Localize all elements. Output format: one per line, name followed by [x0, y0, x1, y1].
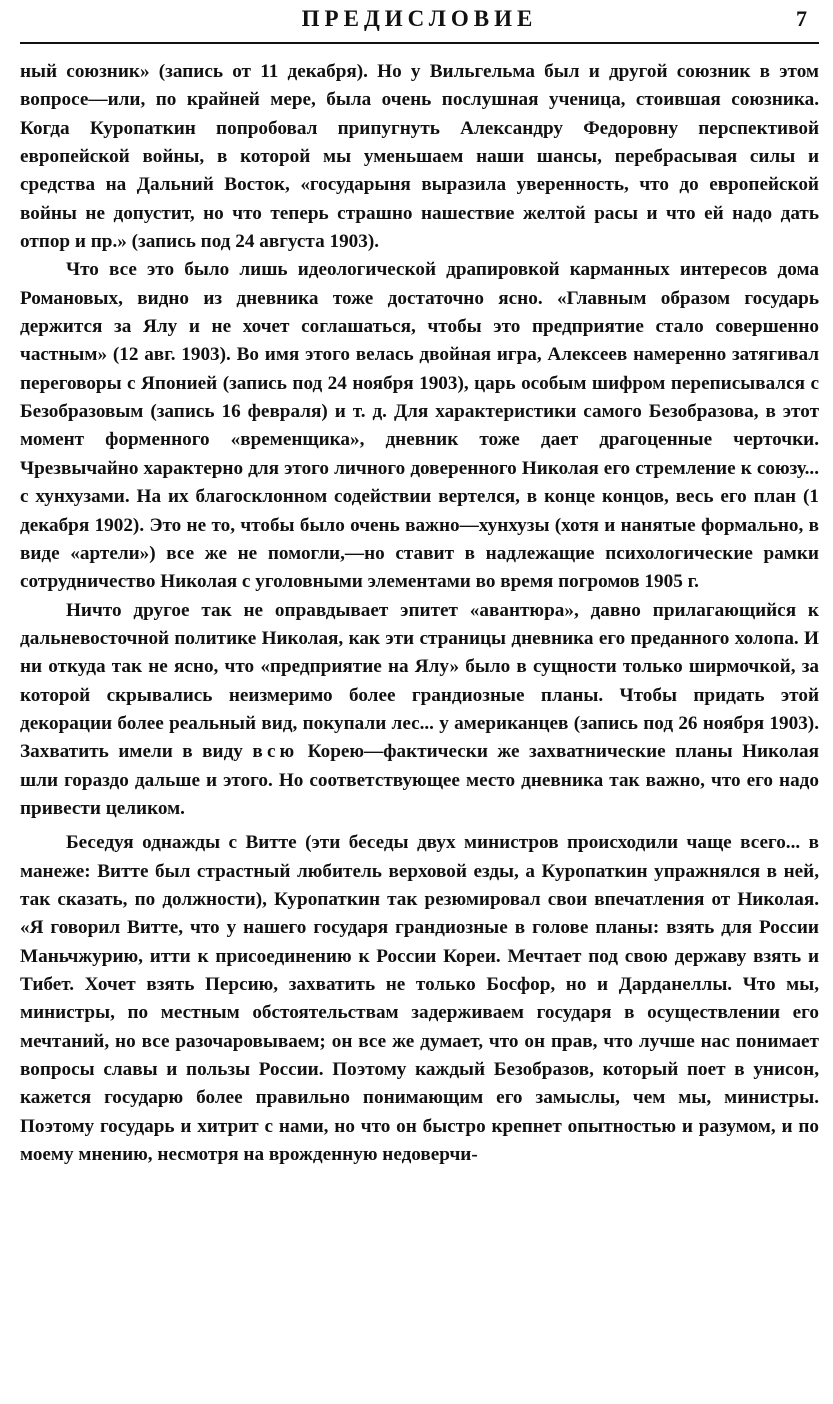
- paragraph-1-continued: ный союзник» (запись от 11 декабря). Но у Вильгельма был и другой союзник в этом вопросе—или, по крайней мере, была очень послушная ученица, стоившая союзника. Когда Куропаткин попробовал припугнуть Александру Федоровну перспективой европейской войны, в которой мы уменьшаем наши шансы, перебрасывая силы и средства на Дальний Восток, «государыня выразила уверенность, что до европейской войны не допустит, но что теперь страшно нашествие желтой расы и что ей надо дать отпор и пр.» (запись под 24 августа 1903).: [20, 61, 819, 253]
- paragraph-3-text-after: Корею—фактически же захватнические планы Николая шли гораздо дальше и этого. Но соответствующее место дневника так важно, что его надо привести целиком.: [20, 741, 819, 819]
- paragraph-4: Беседуя однажды с Витте (эти беседы двух министров происходили чаще всего... в манеже: Витте был страстный любитель верховой езды, а Куропаткин упражнялся в ней, так сказать, по должности), Куропаткин так резюмировал свои впечатления от Николая. «Я говорил Витте, что у нашего государя грандиозные в голове планы: взять для России Маньчжурию, итти к присоединению к России Кореи. Мечтает под свою державу взять и Тибет. Хочет взять Персию, захватить не только Босфор, но и Дарданеллы. Что мы, министры, по местным обстоятельствам задерживаем государя в осуществлении его мечтаний, но все разочаровываем; он все же думает, что он прав, что лучше нас понимает вопросы славы и пользы России. Поэтому каждый Безобразов, который поет в унисон, кажется государю более правильно понимающим его замыслы, чем мы, министры. Поэтому государь и хитрит с нами, но что он быстро крепнет опытностью и разумом, и по моему мнению, несмотря на врожденную недоверчи-: [20, 832, 819, 1166]
- emphasis-spaced: всю: [252, 741, 299, 763]
- paragraph-3: [20, 597, 819, 824]
- running-head: [20, 0, 819, 44]
- body-text: [20, 58, 819, 1169]
- page-number: 7: [796, 6, 807, 31]
- paragraph-3-text: Ничто другое так не оправдывает эпитет «авантюра», давно прилагающийся к дальневосточной политике Николая, как эти страницы дневника его преданного холопа. И ни откуда так не ясно, что «предприятие на Ялу» было в сущности только ширмочкой, за которой скрывались неизмеримо более грандиозные планы. Чтобы придать этой декорации более реальный вид, покупали лес... у американцев (запись под 26 ноября 1903). Захватить имели в виду: [20, 599, 819, 763]
- paragraph-2: Что все это было лишь идеологической драпировкой карманных интересов дома Романовых, видно из дневника тоже достаточно ясно. «Главным образом государь держится за Ялу и не хочет соглашаться, чтобы это предприятие стало совершенно частным» (12 авг. 1903). Во имя этого велась двойная игра, Алексеев намеренно затягивал переговоры с Японией (запись под 24 ноября 1903), царь особым шифром переписывался с Безобразовым (запись 16 февраля) и т. д. Для характеристики самого Безобразова, в этот момент форменного «временщика», дневник тоже дает драгоценные черточки. Чрезвычайно характерно для этого личного доверенного Николая его стремление к союзу... с хунхузами. На их благосклонном содействии вертелся, в конце концов, весь его план (1 декабря 1902). Это не то, чтобы было очень важно—хунхузы (хотя и нанятые формально, в виде «артели») все же не помогли,—но ставит в надлежащие психологические рамки сотрудничество Николая с уголовными элементами во время погромов 1905 г.: [20, 259, 819, 593]
- running-head-title: ПРЕДИСЛОВИЕ: [301, 6, 538, 31]
